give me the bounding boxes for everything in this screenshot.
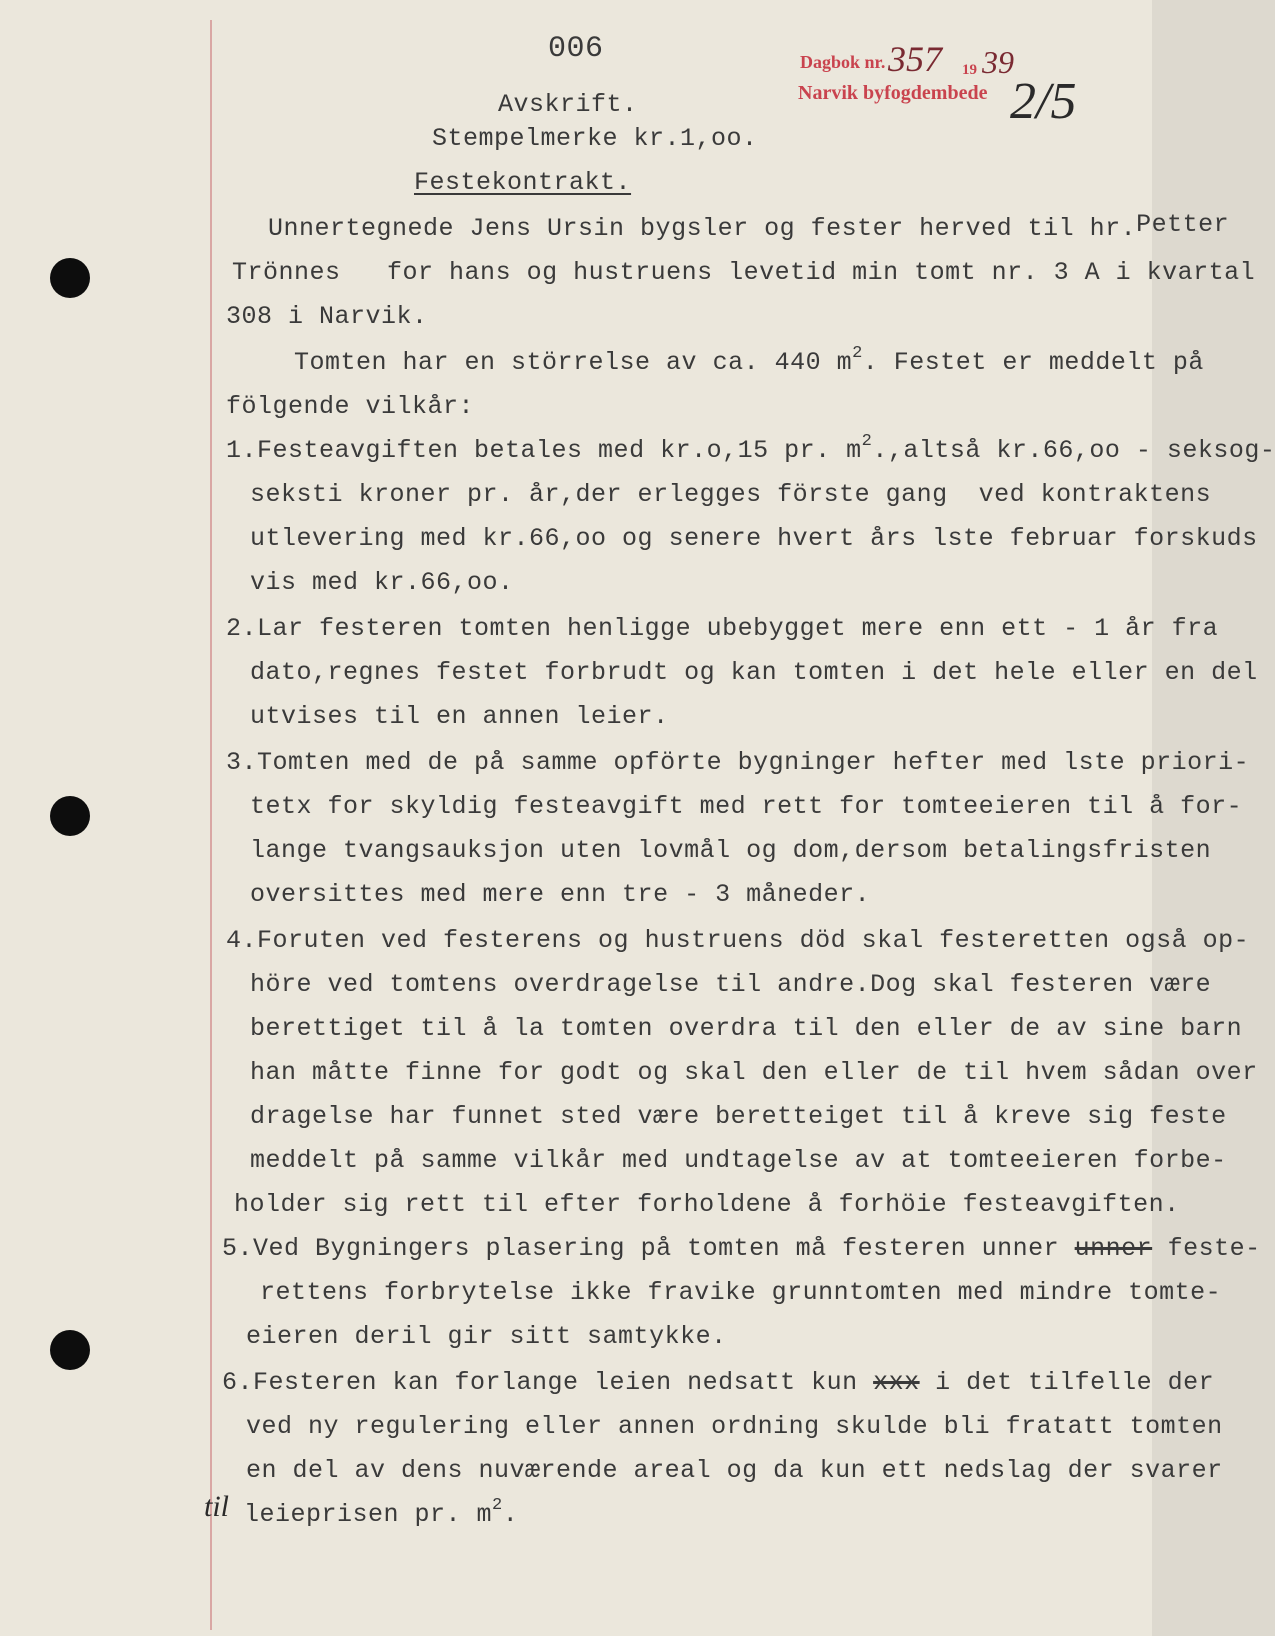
punch-hole-top [50, 258, 90, 298]
item-3-line-3: lange tvangsauksjon uten lovmål og dom,dersom betalingsfristen [250, 836, 1212, 865]
struck-word: unner [1074, 1234, 1153, 1263]
dagbok-label: Dagbok nr. [800, 52, 886, 72]
document-title: Festekontrakt. [414, 168, 632, 197]
item-4-line-6: meddelt på samme vilkår med undtagelse av at tomteeieren forbe- [250, 1146, 1227, 1175]
punch-hole-bottom [50, 1330, 90, 1370]
stempel-line: Stempelmerke kr.1,oo. [432, 124, 758, 153]
item-4-line-5: dragelse har funnet sted være beretteiget til å kreve sig feste [250, 1102, 1227, 1131]
item-1-line-3: utlevering med kr.66,oo og senere hvert års lste februar forskuds [250, 524, 1258, 553]
handwritten-date: 2/5 [1010, 73, 1077, 130]
item-6-line-1: 6.Festeren kan forlange leien nedsatt kun xxx i det tilfelle der [222, 1368, 1215, 1397]
year-prefix: 19 [962, 62, 977, 78]
dagbok-number: 357 [888, 39, 942, 79]
item-3-line-4: oversittes med mere enn tre - 3 måneder. [250, 880, 871, 909]
margin-rule [210, 20, 212, 1630]
page-number: 006 [548, 32, 604, 66]
item-5-line-2: rettens forbrytelse ikke fravike grunntomten med mindre tomte- [260, 1278, 1222, 1307]
item-4-line-1: 4.Foruten ved festerens og hustruens död skal festeretten også op- [226, 926, 1250, 955]
item-1-line-2: seksti kroner pr. år,der erlegges förste gang ved kontraktens [250, 480, 1212, 509]
year-suffix: 39 [982, 44, 1014, 80]
item-5-line-3: eieren deril gir sitt samtykke. [246, 1322, 727, 1351]
item-2-line-2: dato,regnes festet forbrudt og kan tomten i det hele eller en del [250, 658, 1258, 687]
item-4-line-2: höre ved tomtens overdragelse til andre.Dog skal festeren være [250, 970, 1212, 999]
intro-line-1: Unnertegnede Jens Ursin bygsler og fester herved til hr.Petter [268, 210, 1230, 243]
item-4-line-4: han måtte finne for godt og skal den eller de til hvem sådan over [250, 1058, 1258, 1087]
item-3-line-2: tetx for skyldig festeavgift med rett for tomteeieren til å for- [250, 792, 1243, 821]
item-1-line-4: vis med kr.66,oo. [250, 568, 514, 597]
size-line-2: fölgende vilkår: [226, 392, 475, 421]
item-5-line-1: 5.Ved Bygningers plasering på tomten må festeren unner unner feste- [222, 1234, 1261, 1263]
avskrift-label: Avskrift. [498, 90, 638, 119]
item-1-line-1: 1.Festeavgiften betales med kr.o,15 pr. $m^2.,altså$ kr.66,oo - seksog- [226, 432, 1275, 465]
item-6-line-3: en del av dens nuværende areal og da kun ett nedslag der svarer [246, 1456, 1223, 1485]
item-2-line-3: utvises til en annen leier. [250, 702, 669, 731]
item-6-line-2: ved ny regulering eller annen ordning skulde bli fratatt tomten [246, 1412, 1223, 1441]
intro-line-3: 308 i Narvik. [226, 302, 428, 331]
item-4-line-3: berettiget til å la tomten overdra til den eller de av sine barn [250, 1014, 1243, 1043]
punch-hole-middle [50, 796, 90, 836]
item-6-line-4: leieprisen pr. $m^2$. [244, 1496, 519, 1529]
item-2-line-1: 2.Lar festeren tomten henligge ubebygget mere enn ett - 1 år fra [226, 614, 1219, 643]
item-3-line-1: 3.Tomten med de på samme opförte bygninger hefter med lste priori- [226, 748, 1250, 777]
item-4-line-7: holder sig rett til efter forholdene å forhöie festeavgiften. [234, 1190, 1180, 1219]
office-name: Narvik byfogdembede [798, 82, 988, 104]
size-line-1: Tomten har en störrelse av ca. 440 $m^2$. Festet er meddelt på [294, 344, 1204, 377]
struck-word: xxx [873, 1368, 920, 1397]
intro-line-2: Trönnes for hans og hustruens levetid min tomt nr. 3 A i kvartal [232, 258, 1256, 287]
handwritten-til: til [204, 1490, 230, 1523]
